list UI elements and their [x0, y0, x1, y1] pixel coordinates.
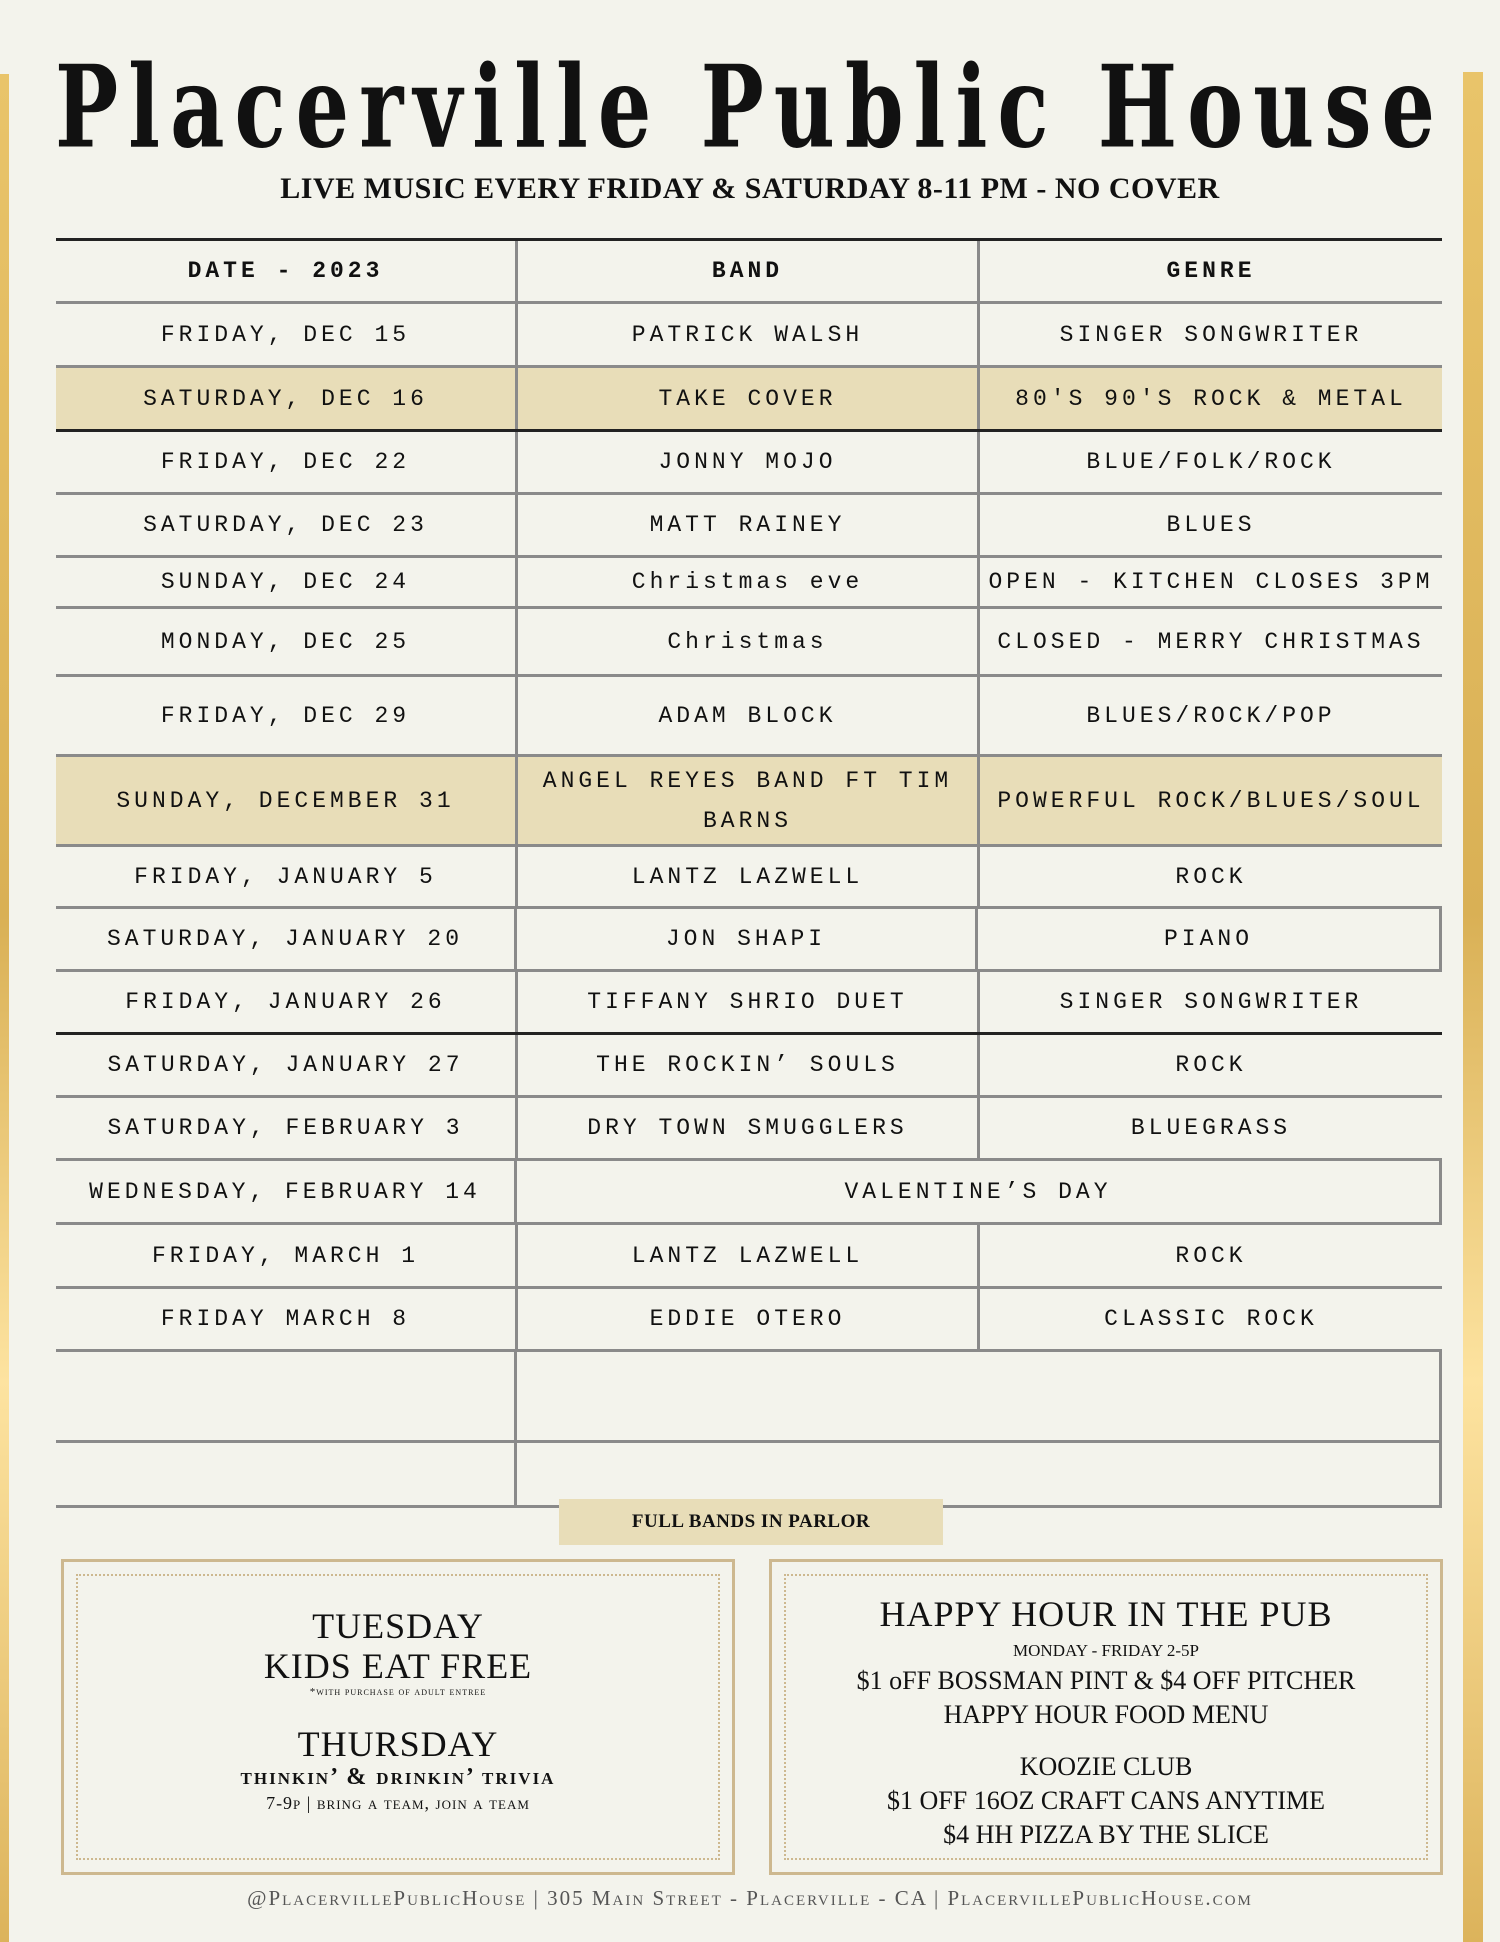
- band-cell: DRY TOWN SMUGGLERS: [518, 1098, 980, 1158]
- genre-cell: 80'S 90'S ROCK & METAL: [1015, 385, 1407, 412]
- table-row: [56, 368, 1442, 432]
- subtitle: LIVE MUSIC EVERY FRIDAY & SATURDAY 8-11 PM - NO COVER: [280, 172, 1220, 205]
- page-title: Placerville Public House: [55, 40, 1445, 174]
- happy-hour-days: MONDAY - FRIDAY 2-5P: [1013, 1641, 1199, 1660]
- weekly-specials-box: [61, 1559, 735, 1875]
- band-cell: PATRICK WALSH: [518, 304, 980, 365]
- kids-note: *with purchase of adult entree: [309, 1686, 487, 1698]
- date-cell: FRIDAY, DEC 29: [56, 677, 518, 754]
- genre-cell: OPEN - KITCHEN CLOSES 3PM: [988, 569, 1434, 595]
- table-row: [56, 757, 1442, 847]
- genre-cell: BLUE/FOLK/ROCK: [1086, 449, 1336, 475]
- table-row: [56, 909, 1442, 972]
- happy-hour-deal-pint: $1 oFF BOSSMAN PINT & $4 OFF PITCHER: [856, 1666, 1356, 1695]
- trivia-time: 7-9p | bring a team, join a team: [266, 1793, 530, 1813]
- band-cell: VALENTINE’S DAY: [844, 1178, 1112, 1205]
- date-cell: FRIDAY, JANUARY 5: [56, 847, 518, 906]
- table-row: [56, 304, 1442, 368]
- band-cell: THE ROCKIN’ SOULS: [518, 1035, 980, 1095]
- date-cell: [56, 1352, 517, 1440]
- date-cell: SATURDAY, JANUARY 20: [56, 909, 517, 969]
- table-row: [56, 1289, 1442, 1352]
- kids-eat-free: KIDS EAT FREE: [263, 1646, 533, 1686]
- genre-cell: ROCK: [1175, 1242, 1247, 1269]
- genre-cell: SINGER SONGWRITER: [1059, 321, 1363, 348]
- date-cell: FRIDAY, DEC 15: [56, 304, 518, 365]
- genre-cell: CLASSIC ROCK: [1104, 1306, 1318, 1332]
- table-header: [56, 241, 1442, 304]
- parlor-label: FULL BANDS IN PARLOR: [559, 1499, 943, 1545]
- genre-cell: SINGER SONGWRITER: [1059, 989, 1363, 1015]
- band-cell: [517, 1443, 1439, 1505]
- band-cell: ADAM BLOCK: [518, 677, 980, 754]
- footer-contact: @PlacervillePublicHouse | 305 Main Street - Placerville - CA | PlacervillePublicHouse.com: [247, 1886, 1253, 1910]
- thursday-heading: THURSDAY: [297, 1724, 499, 1764]
- date-cell: MONDAY, DEC 25: [56, 609, 518, 674]
- trivia-label: thinkin’ & drinkin’ trivia: [240, 1764, 556, 1790]
- table-row: [56, 609, 1442, 677]
- genre-cell: POWERFUL ROCK/BLUES/SOUL: [997, 787, 1425, 814]
- genre-cell: PIANO: [1163, 926, 1253, 952]
- genre-cell: BLUES: [1166, 512, 1256, 538]
- date-cell: SATURDAY, DEC 16: [56, 368, 518, 429]
- table-row: [56, 495, 1442, 558]
- happy-hour-food-menu: HAPPY HOUR FOOD MENU: [943, 1700, 1269, 1729]
- date-cell: FRIDAY, JANUARY 26: [56, 972, 518, 1032]
- happy-hour-box: [769, 1559, 1443, 1875]
- gold-border-left: [0, 74, 9, 1942]
- tuesday-heading: TUESDAY: [312, 1606, 484, 1646]
- band-cell: LANTZ LAZWELL: [518, 1225, 980, 1286]
- column-header-genre: GENRE: [1166, 258, 1256, 284]
- table-row: [56, 1035, 1442, 1098]
- table-row: [56, 1161, 1442, 1225]
- schedule-table: [56, 238, 1442, 1508]
- table-row: [56, 972, 1442, 1035]
- gold-border-right: [1463, 72, 1483, 1942]
- table-row: [56, 558, 1442, 609]
- band-cell: ANGEL REYES BAND FT TIM BARNS: [518, 757, 980, 844]
- date-cell: SATURDAY, DEC 23: [56, 495, 518, 555]
- date-cell: FRIDAY, DEC 22: [56, 432, 518, 492]
- pizza-deal: $4 HH PIZZA BY THE SLICE: [943, 1820, 1269, 1849]
- band-cell: EDDIE OTERO: [518, 1289, 980, 1349]
- date-cell: FRIDAY MARCH 8: [56, 1289, 518, 1349]
- happy-hour-title: HAPPY HOUR IN THE PUB: [879, 1594, 1333, 1634]
- date-cell: SUNDAY, DEC 24: [56, 558, 518, 606]
- band-cell: JONNY MOJO: [518, 432, 980, 492]
- table-row: [56, 1098, 1442, 1161]
- genre-cell: BLUES/ROCK/POP: [1086, 702, 1336, 729]
- date-cell: SUNDAY, DECEMBER 31: [56, 757, 518, 844]
- genre-cell: BLUEGRASS: [1130, 1115, 1292, 1141]
- table-row: [56, 1352, 1442, 1443]
- band-cell: Christmas eve: [518, 558, 980, 606]
- koozie-club: KOOZIE CLUB: [1019, 1752, 1193, 1781]
- table-row: [56, 432, 1442, 495]
- band-cell: MATT RAINEY: [518, 495, 980, 555]
- genre-cell: ROCK: [1175, 1052, 1247, 1078]
- band-cell: Christmas: [518, 609, 980, 674]
- band-cell: TIFFANY SHRIO DUET: [518, 972, 980, 1032]
- table-row: [56, 1225, 1442, 1289]
- band-cell: TAKE COVER: [518, 368, 980, 429]
- genre-cell: ROCK: [1175, 863, 1247, 890]
- table-row: [56, 847, 1442, 909]
- genre-cell: CLOSED - MERRY CHRISTMAS: [997, 628, 1425, 655]
- column-header-band: BAND: [518, 241, 980, 301]
- date-cell: WEDNESDAY, FEBRUARY 14: [56, 1161, 517, 1222]
- date-cell: FRIDAY, MARCH 1: [56, 1225, 518, 1286]
- date-cell: SATURDAY, JANUARY 27: [56, 1035, 518, 1095]
- koozie-deal-cans: $1 OFF 16OZ CRAFT CANS ANYTIME: [887, 1786, 1325, 1815]
- band-cell: [517, 1352, 1439, 1440]
- date-cell: [56, 1443, 517, 1505]
- band-cell: LANTZ LAZWELL: [518, 847, 980, 906]
- table-row: [56, 677, 1442, 757]
- band-cell: JON SHAPI: [517, 909, 978, 969]
- date-cell: SATURDAY, FEBRUARY 3: [56, 1098, 518, 1158]
- column-header-date: DATE - 2023: [56, 241, 518, 301]
